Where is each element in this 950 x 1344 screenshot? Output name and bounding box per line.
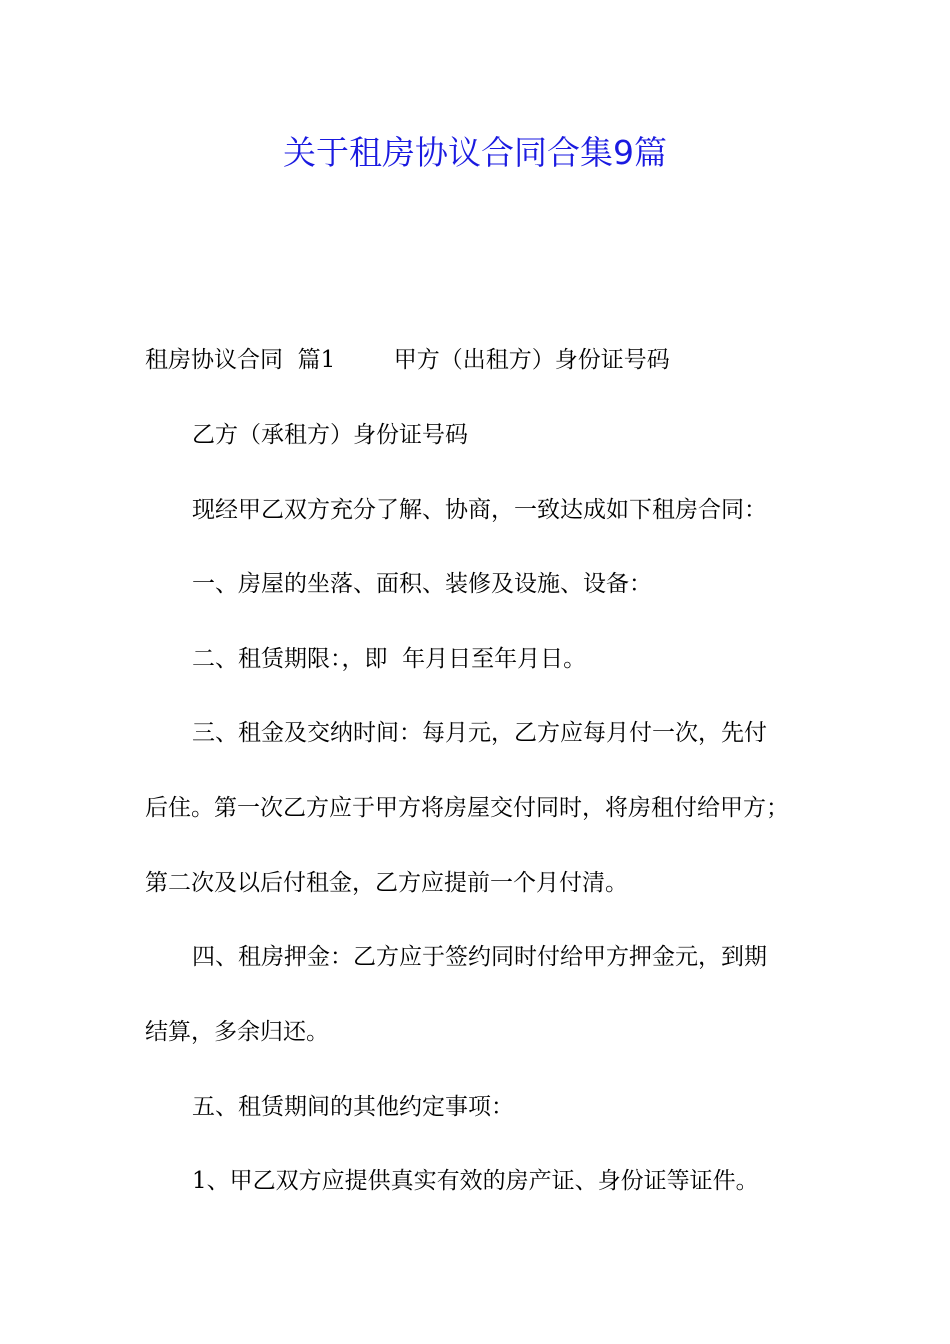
paragraph-line: 二、租赁期限：，即 年月日至年月日。 xyxy=(192,646,587,672)
paragraph-line: 第二次及以后付租金，乙方应提前一个月付清。 xyxy=(145,870,628,896)
paragraph-line: 五、租赁期间的其他约定事项： xyxy=(192,1094,514,1120)
paragraph-line: 结算，多余归还。 xyxy=(145,1019,329,1045)
paragraph-line: 现经甲乙双方充分了解、协商，一致达成如下租房合同： xyxy=(192,497,767,523)
paragraph-line: 三、租金及交纳时间：每月元，乙方应每月付一次，先付 xyxy=(192,720,767,746)
document-title: 关于租房协议合同合集9篇 xyxy=(283,133,667,172)
paragraph-line: 1、甲乙双方应提供真实有效的房产证、身份证等证件。 xyxy=(192,1168,759,1194)
paragraph-line: 一、房屋的坐落、面积、装修及设施、设备： xyxy=(192,571,652,597)
paragraph-line: 后住。第一次乙方应于甲方将房屋交付同时，将房租付给甲方； xyxy=(145,795,789,821)
paragraph-line: 四、租房押金：乙方应于签约同时付给甲方押金元，到期 xyxy=(192,944,767,970)
paragraph-line: 乙方（承租方）身份证号码 xyxy=(192,422,468,448)
paragraph-line: 租房协议合同 篇1 甲方（出租方）身份证号码 xyxy=(145,347,670,373)
